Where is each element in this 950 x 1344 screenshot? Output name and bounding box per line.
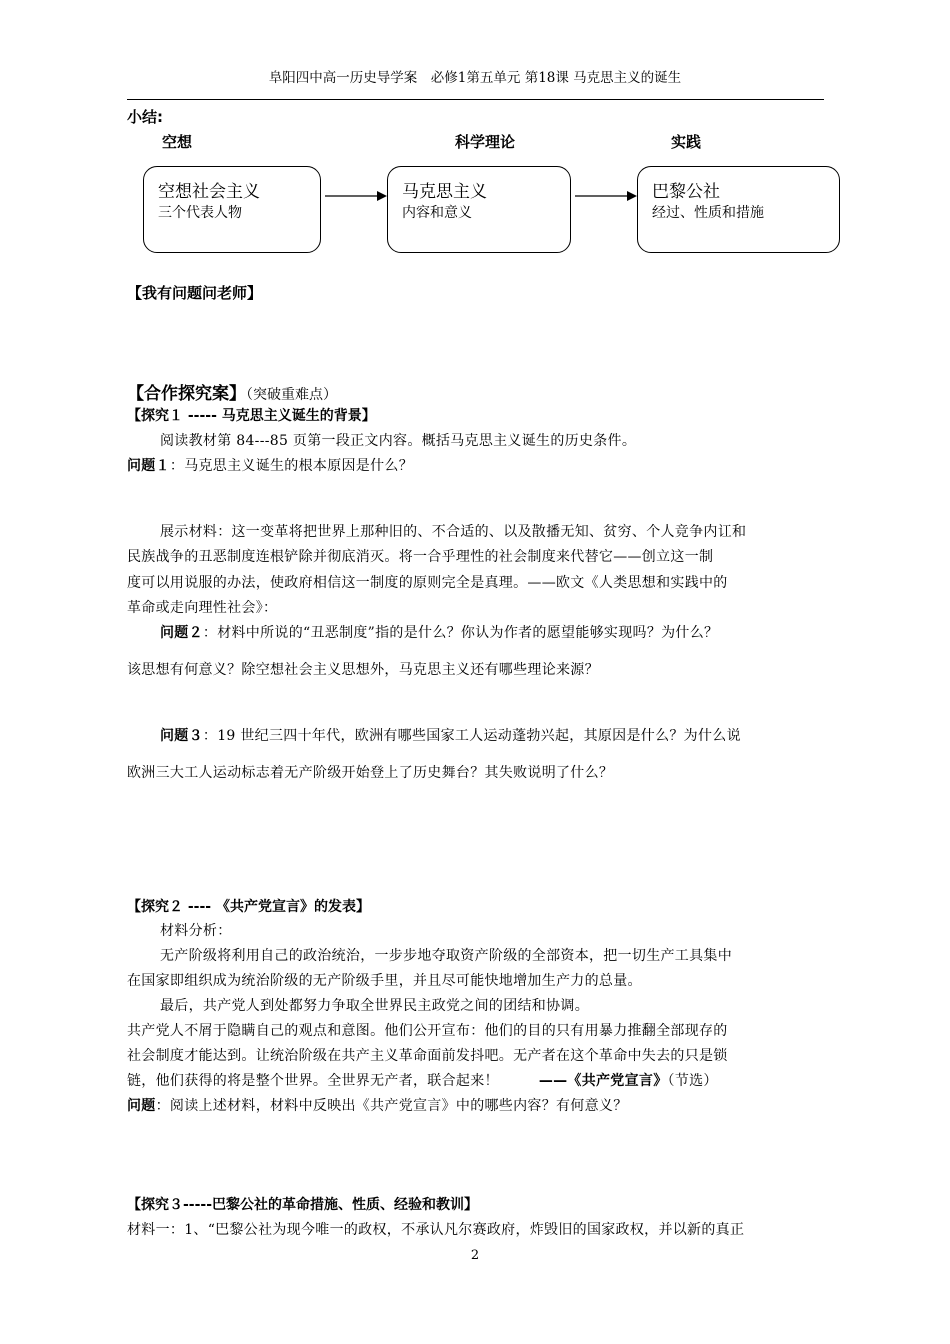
question-2-text: ：材料中所说的“丑恶制度”指的是什么？你认为作者的愿望能够实现吗？为什么？ — [202, 625, 719, 641]
flow-box-title: 空想社会主义 — [158, 182, 260, 202]
flow-arrow-1 — [321, 186, 387, 206]
manifesto-last-line — [127, 1070, 718, 1090]
question-3-text: ：19 世纪三四十年代，欧洲有哪些国家工人运动蓬勃兴起，其原因是什么？为什么说 — [202, 728, 741, 744]
manifesto-source-note: （节选） — [667, 1073, 718, 1089]
header-rule — [127, 99, 824, 100]
flow-box-subtitle: 经过、性质和措施 — [652, 205, 764, 221]
manifesto-line: 在国家即组织成为统治阶级的无产阶级手里，并且尽可能快地增加生产力的总量。 — [127, 973, 642, 989]
question-3-label: 问题３ — [160, 728, 203, 744]
explore-2-heading: 【探究２ ---- 《共产党宣言》的发表】 — [127, 899, 370, 915]
question-1-text: ：马克思主义诞生的根本原因是什么？ — [169, 458, 414, 474]
flow-box-subtitle: 内容和意义 — [402, 205, 472, 221]
material-line: 革命或走向理性社会》： — [127, 600, 278, 616]
explore-2-question — [127, 1095, 628, 1115]
material-line: 展示材料：这一变革将把世界上那种旧的、不合适的、以及散播无知、贫穷、个人竞争内讧和 — [160, 524, 747, 540]
explore-1-heading: 【探究１ ----- 马克思主义诞生的背景】 — [127, 408, 376, 424]
flow-box-title: 巴黎公社 — [652, 182, 720, 202]
material-line: 度可以用说服的办法，使政府相信这一制度的原则完全是真理。——欧文《人类思想和实践中的 — [127, 575, 728, 591]
explore-3-heading: 【探究３-----巴黎公社的革命措施、性质、经验和教训】 — [127, 1197, 479, 1213]
col-header-practice: 实践 — [671, 133, 702, 151]
flow-box-marxism — [387, 166, 571, 253]
ask-teacher-heading: 【我有问题问老师】 — [127, 284, 263, 302]
material-analysis-label: 材料分析： — [160, 923, 232, 939]
flow-arrow-2 — [571, 186, 637, 206]
col-header-utopia: 空想 — [162, 133, 193, 151]
question-3-cont: 欧洲三大工人运动标志着无产阶级开始登上了历史舞台？其失败说明了什么？ — [127, 765, 614, 781]
question-2-cont: 该思想有何意义？除空想社会主义思想外，马克思主义还有哪些理论来源？ — [127, 662, 599, 678]
coop-subtitle: （突破重难点） — [246, 387, 337, 403]
col-header-theory: 科学理论 — [455, 133, 516, 151]
question-2-label: 问题２ — [160, 625, 203, 641]
manifesto-line: 最后，共产党人到处都努力争取全世界民主政党之间的团结和协调。 — [160, 998, 589, 1014]
coop-title: 【合作探究案】 — [127, 384, 246, 404]
explore-2-question-text: ：阅读上述材料，材料中反映出《共产党宣言》中的哪些内容？有何意义？ — [155, 1098, 628, 1114]
summary-label: 小结: — [127, 108, 163, 126]
page-number: 2 — [470, 1248, 480, 1263]
flow-box-utopian-socialism — [143, 166, 321, 253]
material-line: 民族战争的丑恶制度连根铲除并彻底消灭。将一合乎理性的社会制度来代替它——创立这一制 — [127, 549, 714, 565]
coop-title-row — [127, 379, 337, 404]
flow-box-subtitle: 三个代表人物 — [158, 205, 242, 221]
question-2 — [160, 622, 718, 642]
explore-2-question-label: 问题 — [127, 1098, 156, 1114]
manifesto-line: 共产党人不屑于隐瞒自己的观点和意图。他们公开宣布：他们的目的只有用暴力推翻全部现存的 — [127, 1023, 728, 1039]
explore-3-material-line: 材料一：1、“巴黎公社为现今唯一的政权，不承认凡尔赛政府，炸毁旧的国家政权，并以新的真正 — [127, 1222, 745, 1238]
manifesto-line: 链，他们获得的将是整个世界。全世界无产者，联合起来！ — [127, 1073, 499, 1089]
flow-box-paris-commune — [637, 166, 840, 253]
question-1 — [127, 455, 413, 475]
page-header: 阜阳四中高一历史导学案 必修1第五单元 第18课 马克思主义的诞生 — [268, 70, 682, 86]
manifesto-line: 社会制度才能达到。让统治阶级在共产主义革命面前发抖吧。无产者在这个革命中失去的只是锁 — [127, 1048, 728, 1064]
question-3 — [160, 725, 741, 745]
flow-box-title: 马克思主义 — [402, 182, 487, 202]
manifesto-source: ——《共产党宣言》 — [538, 1073, 668, 1089]
explore-1-read: 阅读教材第 84---85 页第一段正文内容。概括马克思主义诞生的历史条件。 — [160, 433, 637, 449]
question-1-label: 问题１ — [127, 458, 170, 474]
manifesto-line: 无产阶级将利用自己的政治统治，一步步地夺取资产阶级的全部资本，把一切生产工具集中 — [160, 948, 732, 964]
